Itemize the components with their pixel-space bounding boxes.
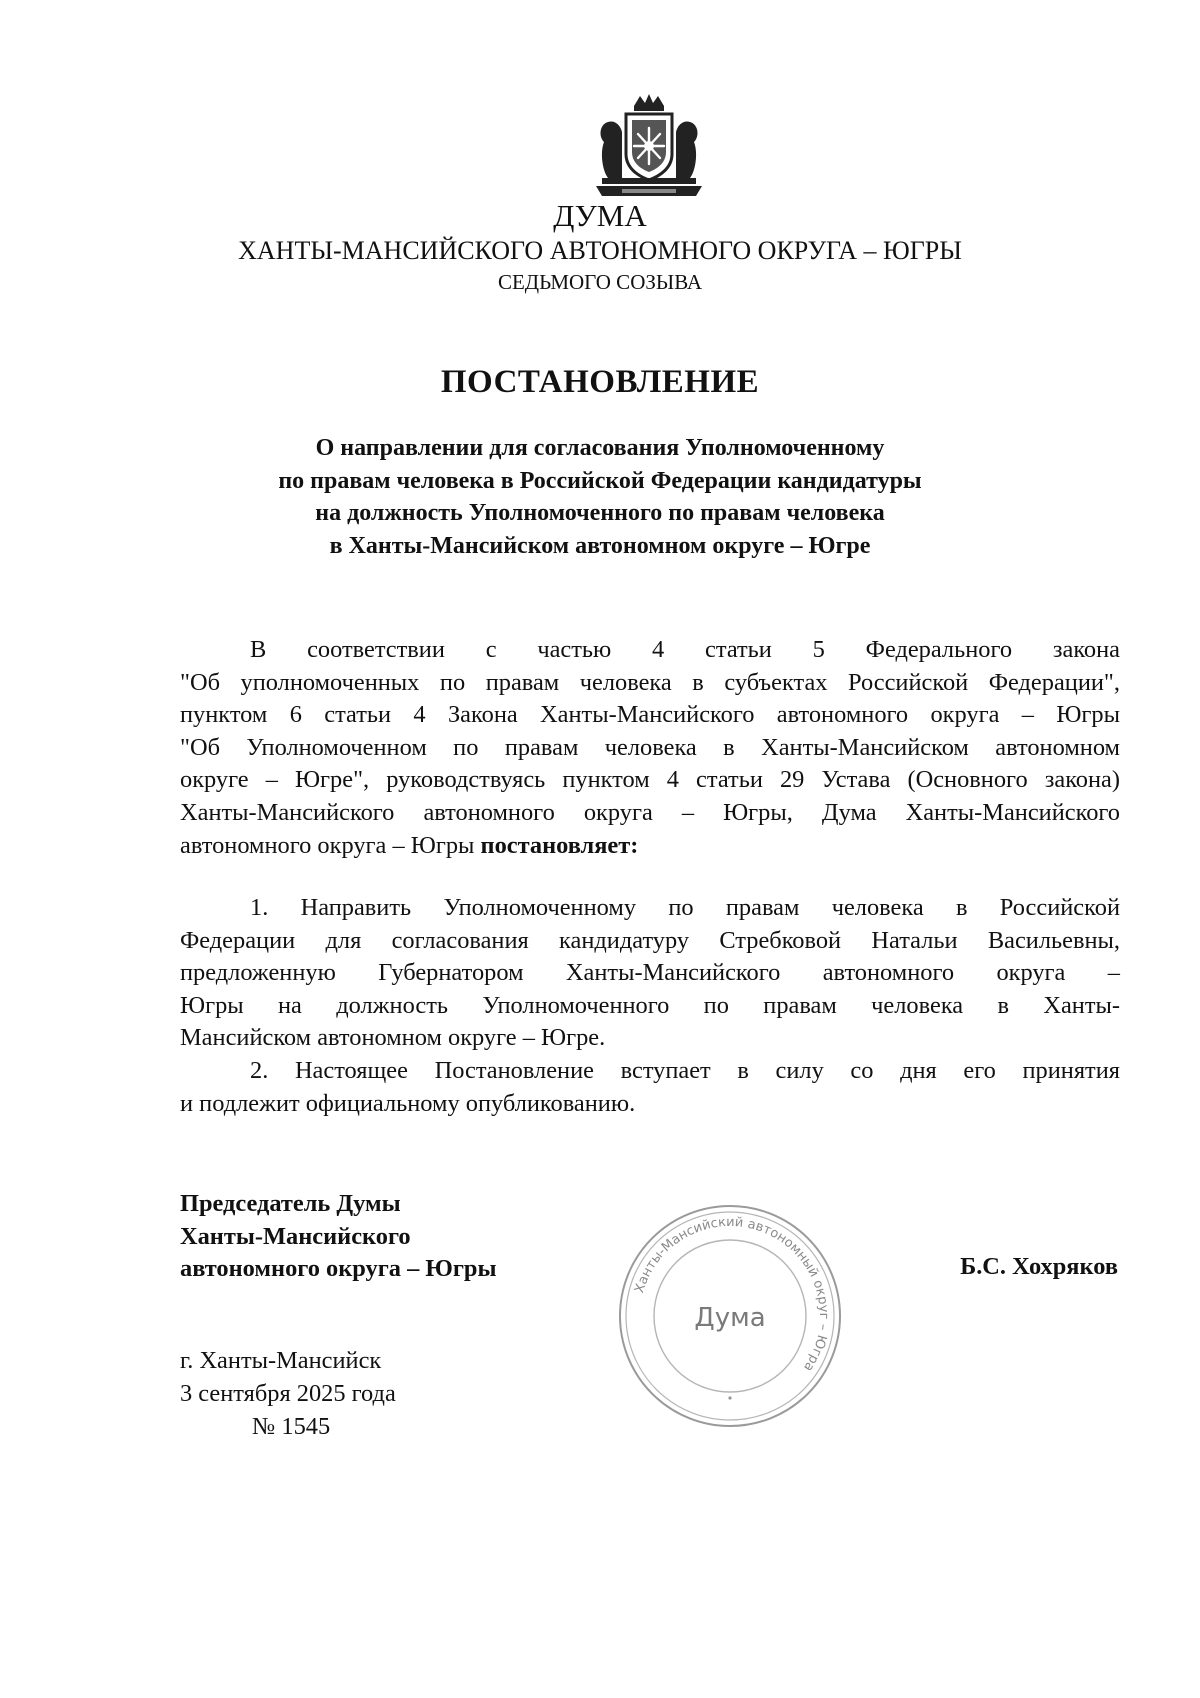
subject-line: на должность Уполномоченного по правам человека <box>315 500 885 526</box>
preamble-line: В соответствии с частью 4 статьи 5 Федерального закона <box>250 636 1120 663</box>
item-1-line: Югры на должность Уполномоченного по правам человека в Ханты- <box>180 991 1120 1019</box>
item-1-line: 1. Направить Уполномоченному по правам человека в Российской <box>250 894 1120 921</box>
signatory-position-line: Ханты-Мансийского <box>180 1222 411 1250</box>
item-2-line: и подлежит официальному опубликованию. <box>180 1089 636 1117</box>
coat-of-arms-icon <box>588 92 710 202</box>
item-1-line: предложенную Губернатором Ханты-Мансийского автономного округа – <box>180 959 1120 987</box>
convocation: СЕДЬМОГО СОЗЫВА <box>497 270 703 294</box>
document-type: ПОСТАНОВЛЕНИЕ <box>440 364 760 400</box>
document-date: 3 сентября 2025 года <box>180 1380 396 1407</box>
preamble-line: округе – Югре", руководствуясь пунктом 4 статьи 29 Устава (Основного закона) <box>180 766 1120 794</box>
item-2-line: 2. Настоящее Постановление вступает в силу со дня его принятия <box>250 1056 1120 1084</box>
resolution-keyword: постановляет: <box>480 831 639 859</box>
seal-ring-text: Ханты-Мансийский автономный округ – Югра <box>632 1214 832 1375</box>
resolution-items <box>180 892 1120 1120</box>
signatory-position-line: Председатель Думы <box>180 1190 401 1217</box>
signatory-position-line: автономного округа – Югры <box>180 1255 497 1282</box>
official-seal <box>614 1200 846 1432</box>
preamble-line: Ханты-Мансийского автономного округа – Югры, Дума Ханты-Мансийского <box>180 798 1120 826</box>
region-name: ХАНТЫ-МАНСИЙСКОГО АВТОНОМНОГО ОКРУГА – ЮГРЫ <box>238 236 962 265</box>
item-1-line: Мансийском автономном округе – Югре. <box>180 1024 606 1052</box>
organization-name: ДУМА <box>553 198 647 233</box>
subject-line: в Ханты-Мансийском автономном округе – Югре <box>329 532 871 559</box>
document-number: № 1545 <box>252 1413 331 1440</box>
signatory-name: Б.С. Хохряков <box>960 1253 1118 1280</box>
subject-line: О направлении для согласования Уполномоченному <box>315 435 885 461</box>
document-details <box>180 1344 396 1443</box>
preamble-line: пунктом 6 статьи 4 Закона Ханты-Мансийского автономного округа – Югры <box>180 701 1120 729</box>
preamble-last-line <box>180 830 1120 863</box>
seal-center-text: Дума <box>694 1303 766 1333</box>
preamble-line: "Об Уполномоченном по правам человека в Ханты-Мансийском автономном <box>180 733 1120 761</box>
preamble-paragraph <box>180 634 1120 862</box>
item-1-line: Федерации для согласования кандидатуру Стребковой Натальи Васильевны, <box>180 926 1120 954</box>
preamble-line-text: автономного округа – Югры <box>180 831 481 859</box>
subject-line: по правам человека в Российской Федерации кандидатуры <box>278 467 922 494</box>
signatory-position <box>180 1188 497 1286</box>
document-city: г. Ханты-Мансийск <box>180 1347 382 1374</box>
preamble-line: "Об уполномоченных по правам человека в субъектах Российской Федерации", <box>180 668 1120 696</box>
document-subject <box>0 432 1200 562</box>
